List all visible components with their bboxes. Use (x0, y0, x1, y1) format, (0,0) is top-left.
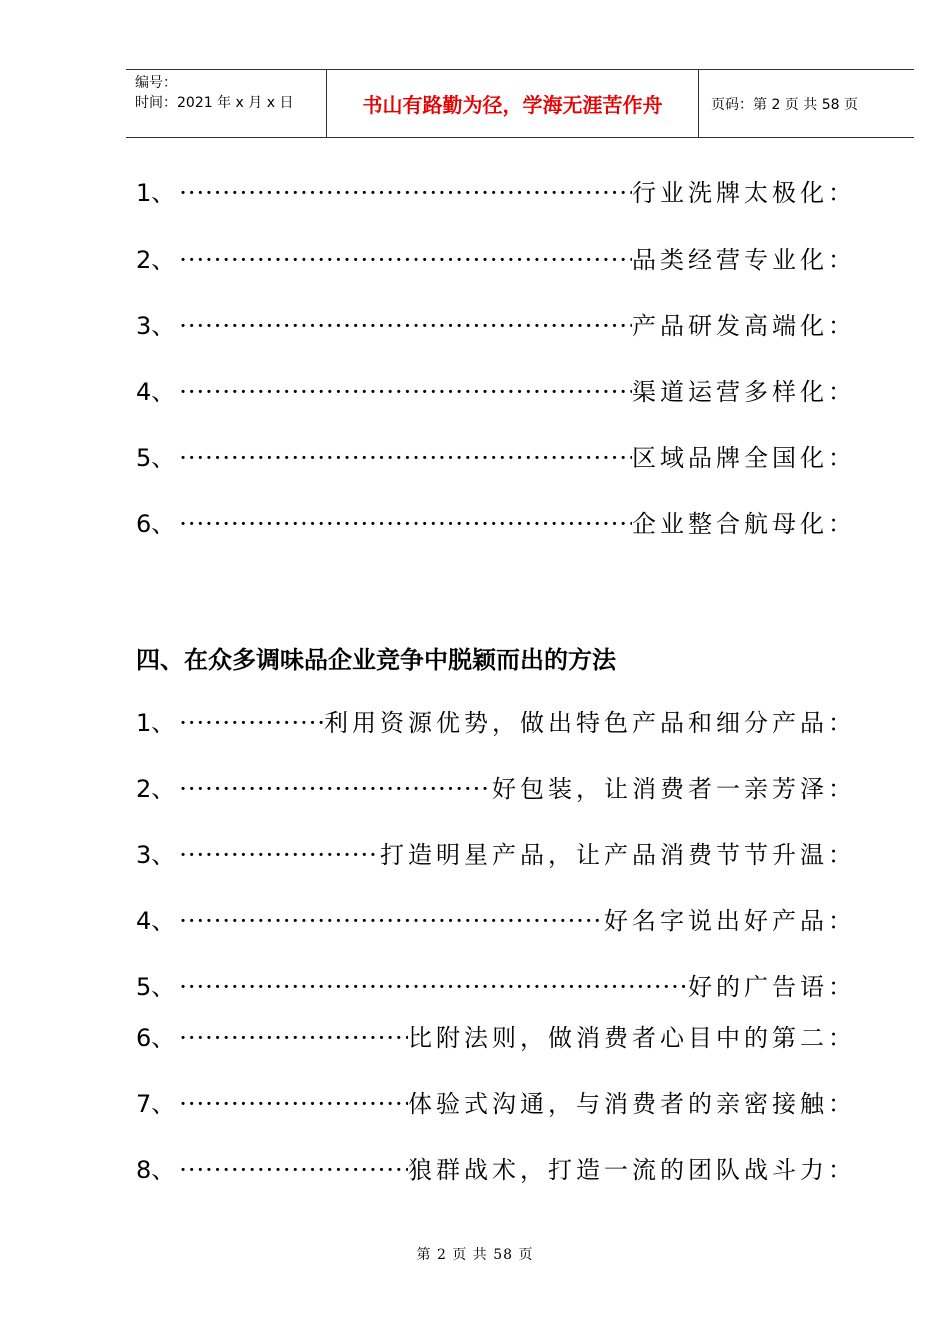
toc-leader-dots (179, 372, 632, 412)
toc-entry[interactable] (136, 1084, 856, 1124)
toc-entry[interactable] (136, 306, 856, 346)
toc-leader-dots (179, 769, 492, 809)
toc-entry-title: 产品研发高端化： (632, 312, 856, 340)
toc-entry-title: 好名字说出好产品： (604, 907, 856, 935)
section-heading: 四、在众多调味品企业竞争中脱颖而出的方法 (136, 646, 616, 674)
toc-entry[interactable] (136, 967, 856, 1007)
toc-entry[interactable] (136, 901, 856, 941)
toc-leader-dots (179, 173, 632, 213)
toc-entry-title: 利用资源优势，做出特色产品和细分产品： (324, 709, 856, 737)
toc-entry-number: 4、 (136, 378, 176, 406)
toc-leader-dots (179, 504, 632, 544)
toc-entry-number: 8、 (136, 1156, 176, 1184)
toc-entry-number: 1、 (136, 179, 176, 207)
toc-entry-title: 好的广告语： (688, 973, 856, 1001)
toc-leader-dots (179, 1150, 408, 1190)
toc-entry[interactable] (136, 438, 856, 478)
header-motto-text: 书山有路勤为径，学海无涯苦作舟 (362, 93, 663, 117)
toc-entry-number: 6、 (136, 510, 176, 538)
toc-entry-title: 品类经营专业化： (632, 246, 856, 274)
toc-leader-dots (179, 703, 324, 743)
toc-entry-number: 3、 (136, 312, 176, 340)
toc-entry[interactable] (136, 835, 856, 875)
header-time: 时间：2021 年 x 月 x 日 (135, 95, 294, 111)
header-number: 编号： (135, 75, 177, 91)
toc-leader-dots (179, 1084, 408, 1124)
toc-entry-title: 企业整合航母化： (632, 510, 856, 538)
header-meta (126, 70, 327, 137)
toc-leader-dots (179, 901, 604, 941)
toc-entry[interactable] (136, 372, 856, 412)
toc-leader-dots (179, 835, 380, 875)
toc-leader-dots (179, 438, 632, 478)
toc-entry-number: 7、 (136, 1090, 176, 1118)
toc-entry[interactable] (136, 1150, 856, 1190)
toc-entry-title: 比附法则，做消费者心目中的第二： (408, 1024, 856, 1052)
footer-page-number: 第 2 页 共 58 页 (416, 1247, 534, 1263)
toc-leader-dots (179, 1018, 408, 1058)
page-footer (0, 1244, 950, 1264)
toc-entry-title: 体验式沟通，与消费者的亲密接触： (408, 1090, 856, 1118)
toc-entry[interactable] (136, 504, 856, 544)
toc-leader-dots (179, 240, 632, 280)
toc-entry-number: 2、 (136, 775, 176, 803)
toc-entry-title: 狼群战术，打造一流的团队战斗力： (408, 1156, 856, 1184)
toc-entry-number: 1、 (136, 709, 176, 737)
toc-entry-number: 4、 (136, 907, 176, 935)
toc-entry-number: 2、 (136, 246, 176, 274)
toc-entry-number: 5、 (136, 444, 176, 472)
header-motto (327, 70, 699, 137)
toc-entry[interactable] (136, 1018, 856, 1058)
toc-leader-dots (179, 306, 632, 346)
toc-entry-title: 区域品牌全国化： (632, 444, 856, 472)
toc-entry[interactable] (136, 173, 856, 213)
toc-leader-dots (179, 967, 688, 1007)
toc-entry-title: 渠道运营多样化： (632, 378, 856, 406)
header-page-info-text: 页码：第 2 页 共 58 页 (711, 96, 858, 113)
header-page-info (699, 70, 914, 137)
toc-entry[interactable] (136, 240, 856, 280)
toc-entry-number: 6、 (136, 1024, 176, 1052)
page-header (126, 69, 914, 138)
toc-entry[interactable] (136, 703, 856, 743)
toc-entry-title: 打造明星产品，让产品消费节节升温： (380, 841, 856, 869)
toc-entry-number: 3、 (136, 841, 176, 869)
toc-entry-title: 行业洗牌太极化： (632, 179, 856, 207)
toc-entry-number: 5、 (136, 973, 176, 1001)
toc-entry-title: 好包装，让消费者一亲芳泽： (492, 775, 856, 803)
toc-entry[interactable] (136, 769, 856, 809)
